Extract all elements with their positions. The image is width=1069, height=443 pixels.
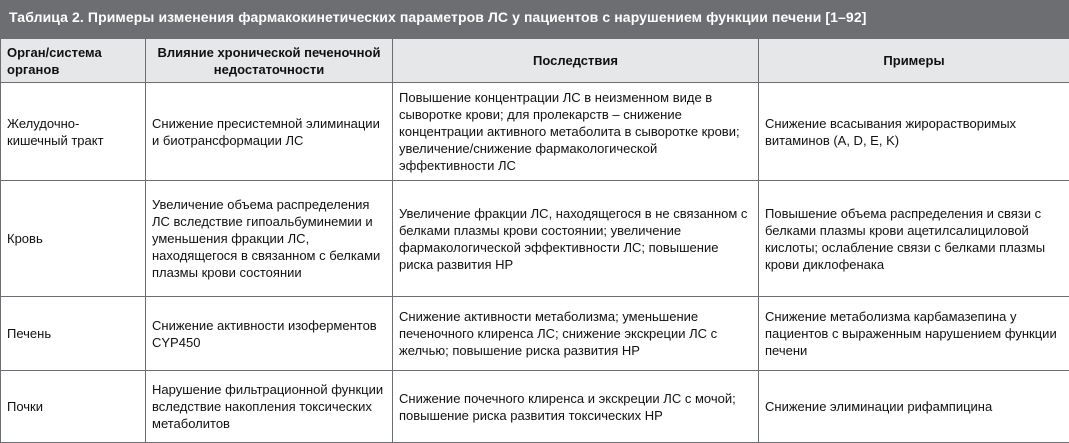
pharmacokinetics-table: [0, 38, 1069, 443]
cell-consequences: Повышение концентрации ЛС в неизменном виде в сыворотке крови; для пролекарств – снижение концентрации активного метаболита в сыворотке крови; увеличение/снижение фармакологической эффективности ЛС: [393, 83, 759, 181]
cell-examples: Снижение метаболизма карбамазепина у пациентов с выраженным нарушением функции печени: [759, 297, 1069, 371]
cell-effect: Нарушение фильтрационной функции вследствие накопления токсических метаболитов: [146, 371, 393, 443]
table-title: Таблица 2. Примеры изменения фармакокинетических параметров ЛС у пациентов с нарушением функции печени [1–92]: [0, 0, 1069, 38]
header-consequences: Последствия: [393, 39, 759, 83]
cell-organ: Почки: [1, 371, 146, 443]
cell-consequences: Снижение почечного клиренса и экскреции ЛС с мочой; повышение риска развития токсических НР: [393, 371, 759, 443]
table-row: [1, 181, 1069, 297]
header-examples: Примеры: [759, 39, 1069, 83]
cell-consequences: Снижение активности метаболизма; уменьшение печеночного клиренса ЛС; снижение экскреции ЛС с желчью; повышение риска развития НР: [393, 297, 759, 371]
cell-effect: Увеличение объема распределения ЛС вследствие гипоальбуминемии и уменьшения фракции ЛС, находящегося в связанном с белками плазмы крови состоянии: [146, 181, 393, 297]
table-row: [1, 83, 1069, 181]
cell-examples: Снижение элиминации рифампицина: [759, 371, 1069, 443]
cell-organ: Кровь: [1, 181, 146, 297]
table-row: [1, 371, 1069, 443]
table-header-row: [1, 39, 1069, 83]
cell-examples: Повышение объема распределения и связи с белками плазмы крови ацетилсалициловой кислоты; ослабление связи с белками плазмы крови диклофенака: [759, 181, 1069, 297]
table-row: [1, 297, 1069, 371]
cell-effect: Снижение пресистемной элиминации и биотрансформации ЛС: [146, 83, 393, 181]
cell-consequences: Увеличение фракции ЛС, находящегося в не связанном с белками плазмы крови состоянии; увеличение фармакологической эффективности ЛС; повышение риска развития НР: [393, 181, 759, 297]
header-chronic-liver-failure-effect: Влияние хронической печеночной недостаточности: [146, 39, 393, 83]
cell-effect: Снижение активности изоферментов CYP450: [146, 297, 393, 371]
header-organ-system: Орган/система органов: [1, 39, 146, 83]
cell-organ: Печень: [1, 297, 146, 371]
cell-examples: Снижение всасывания жирорастворимых витаминов (A, D, E, K): [759, 83, 1069, 181]
cell-organ: Желудочно-кишечный тракт: [1, 83, 146, 181]
